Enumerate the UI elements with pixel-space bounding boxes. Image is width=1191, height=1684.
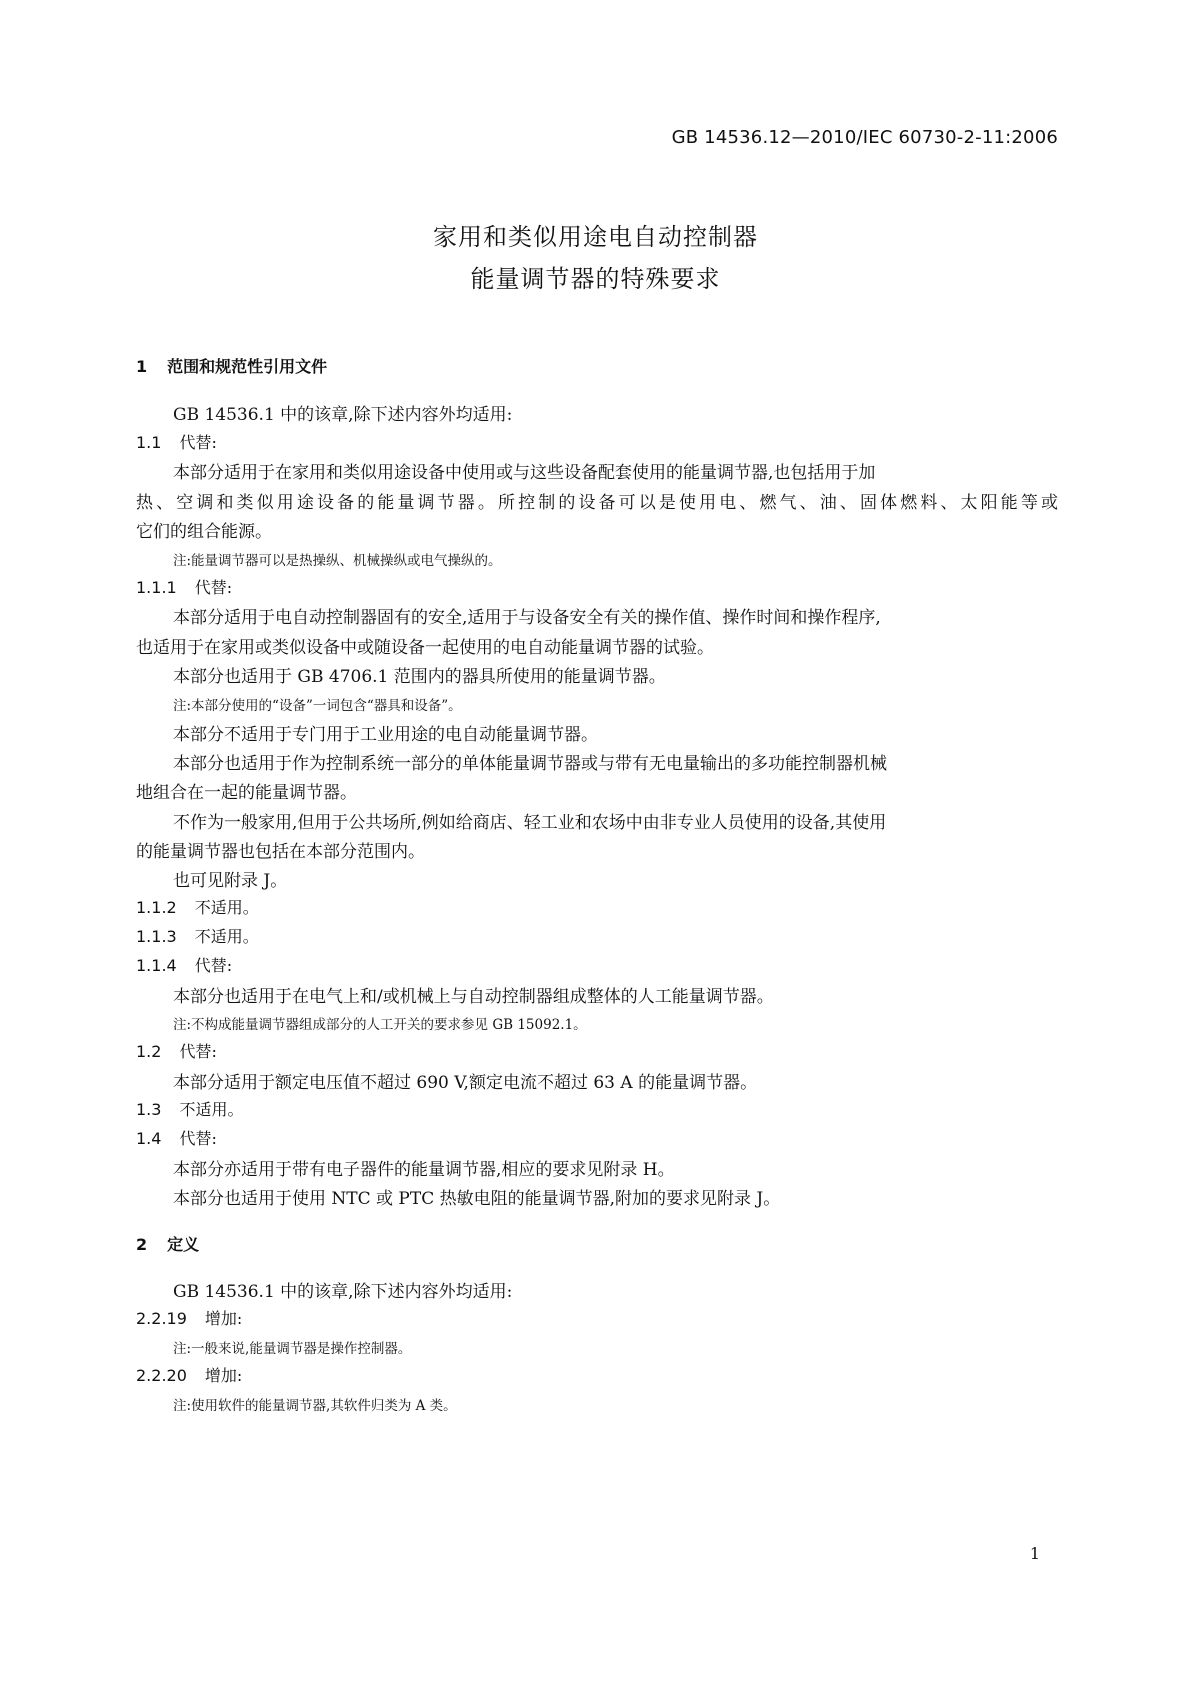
para-1-1-line3: 它们的组合能源。 bbox=[136, 522, 272, 542]
note-1-1: 注:能量调节器可以是热操纵、机械操纵或电气操纵的。 bbox=[173, 553, 502, 569]
para-1-1-1-line1: 本部分适用于电自动控制器固有的安全,适用于与设备安全有关的操作值、操作时间和操作程序, bbox=[173, 608, 881, 628]
clause-number: 1.1 bbox=[136, 433, 162, 452]
page-number: 1 bbox=[1029, 1544, 1040, 1563]
note-1-1-1: 注:本部分使用的“设备”一词包含“器具和设备”。 bbox=[173, 698, 462, 714]
clause-number: 1.1.2 bbox=[136, 898, 177, 917]
clause-number: 2.2.19 bbox=[136, 1309, 187, 1328]
para-1-1-1-f: 也可见附录 J。 bbox=[173, 871, 288, 891]
para-1-1-1-d-line2: 地组合在一起的能量调节器。 bbox=[136, 783, 357, 803]
section-2-number: 2 bbox=[136, 1235, 148, 1254]
clause-label: 增加: bbox=[204, 1309, 243, 1328]
clause-label: 代替: bbox=[179, 433, 217, 452]
section-2-title: 定义 bbox=[167, 1235, 200, 1254]
section-2-heading bbox=[136, 1232, 199, 1255]
section-1-title: 范围和规范性引用文件 bbox=[167, 357, 328, 376]
para-1-1-1-d-line1: 本部分也适用于作为控制系统一部分的单体能量调节器或与带有无电量输出的多功能控制器机械 bbox=[173, 754, 887, 774]
para-intro-2: GB 14536.1 中的该章,除下述内容外均适用: bbox=[173, 1282, 513, 1302]
clause-number: 1.1.3 bbox=[136, 927, 177, 946]
para-1-1-1-e-line1: 不作为一般家用,但用于公共场所,例如给商店、轻工业和农场中由非专业人员使用的设备,其使用 bbox=[173, 813, 887, 833]
clause-1-1 bbox=[136, 430, 217, 453]
clause-label: 不适用。 bbox=[194, 898, 259, 917]
section-1-heading bbox=[136, 354, 327, 377]
clause-label: 代替: bbox=[194, 956, 233, 975]
clause-2-2-20 bbox=[136, 1363, 242, 1386]
note-2-2-20: 注:使用软件的能量调节器,其软件归类为 A 类。 bbox=[173, 1398, 457, 1414]
para-1-2: 本部分适用于额定电压值不超过 690 V,额定电流不超过 63 A 的能量调节器。 bbox=[173, 1073, 758, 1093]
clause-1-1-1 bbox=[136, 575, 232, 598]
clause-1-3 bbox=[136, 1097, 243, 1120]
clause-label: 不适用。 bbox=[194, 927, 259, 946]
clause-label: 代替: bbox=[179, 1129, 217, 1148]
clause-1-1-4 bbox=[136, 953, 232, 976]
standard-header: GB 14536.12—2010/IEC 60730-2-11:2006 bbox=[671, 127, 1058, 148]
title-line2: 能量调节器的特殊要求 bbox=[470, 265, 721, 293]
clause-number: 1.3 bbox=[136, 1100, 162, 1119]
note-2-2-19: 注:一般来说,能量调节器是操作控制器。 bbox=[173, 1341, 412, 1357]
section-1-number: 1 bbox=[136, 357, 148, 376]
para-1-4-b: 本部分也适用于使用 NTC 或 PTC 热敏电阻的能量调节器,附加的要求见附录 J。 bbox=[173, 1189, 781, 1209]
clause-number: 1.2 bbox=[136, 1042, 162, 1061]
clause-number: 2.2.20 bbox=[136, 1366, 187, 1385]
para-1-1-1-b: 本部分也适用于 GB 4706.1 范围内的器具所使用的能量调节器。 bbox=[173, 667, 666, 687]
clause-1-1-2 bbox=[136, 895, 259, 918]
title-line1: 家用和类似用途电自动控制器 bbox=[433, 223, 758, 251]
clause-number: 1.1.4 bbox=[136, 956, 177, 975]
clause-label: 代替: bbox=[179, 1042, 217, 1061]
para-1-1-line2: 热、空调和类似用途设备的能量调节器。所控制的设备可以是使用电、燃气、油、固体燃料、太阳能等或 bbox=[136, 493, 1058, 513]
para-1-1-4: 本部分也适用于在电气上和/或机械上与自动控制器组成整体的人工能量调节器。 bbox=[173, 987, 774, 1007]
clause-label: 代替: bbox=[194, 578, 233, 597]
para-1-4-a: 本部分亦适用于带有电子器件的能量调节器,相应的要求见附录 H。 bbox=[173, 1160, 675, 1180]
note-1-1-4: 注:不构成能量调节器组成部分的人工开关的要求参见 GB 15092.1。 bbox=[173, 1017, 587, 1033]
para-1-1-1-line2: 也适用于在家用或类似设备中或随设备一起使用的电自动能量调节器的试验。 bbox=[136, 638, 714, 658]
clause-2-2-19 bbox=[136, 1306, 242, 1329]
para-intro-1: GB 14536.1 中的该章,除下述内容外均适用: bbox=[173, 405, 513, 425]
clause-label: 增加: bbox=[204, 1366, 243, 1385]
para-1-1-1-e-line2: 的能量调节器也包括在本部分范围内。 bbox=[136, 842, 425, 862]
clause-1-2 bbox=[136, 1039, 217, 1062]
para-1-1-1-c: 本部分不适用于专门用于工业用途的电自动能量调节器。 bbox=[173, 725, 598, 745]
para-1-1-line1: 本部分适用于在家用和类似用途设备中使用或与这些设备配套使用的能量调节器,也包括用于加 bbox=[173, 463, 876, 483]
clause-number: 1.4 bbox=[136, 1129, 162, 1148]
clause-label: 不适用。 bbox=[179, 1100, 244, 1119]
clause-1-1-3 bbox=[136, 924, 259, 947]
clause-1-4 bbox=[136, 1126, 217, 1149]
clause-number: 1.1.1 bbox=[136, 578, 177, 597]
